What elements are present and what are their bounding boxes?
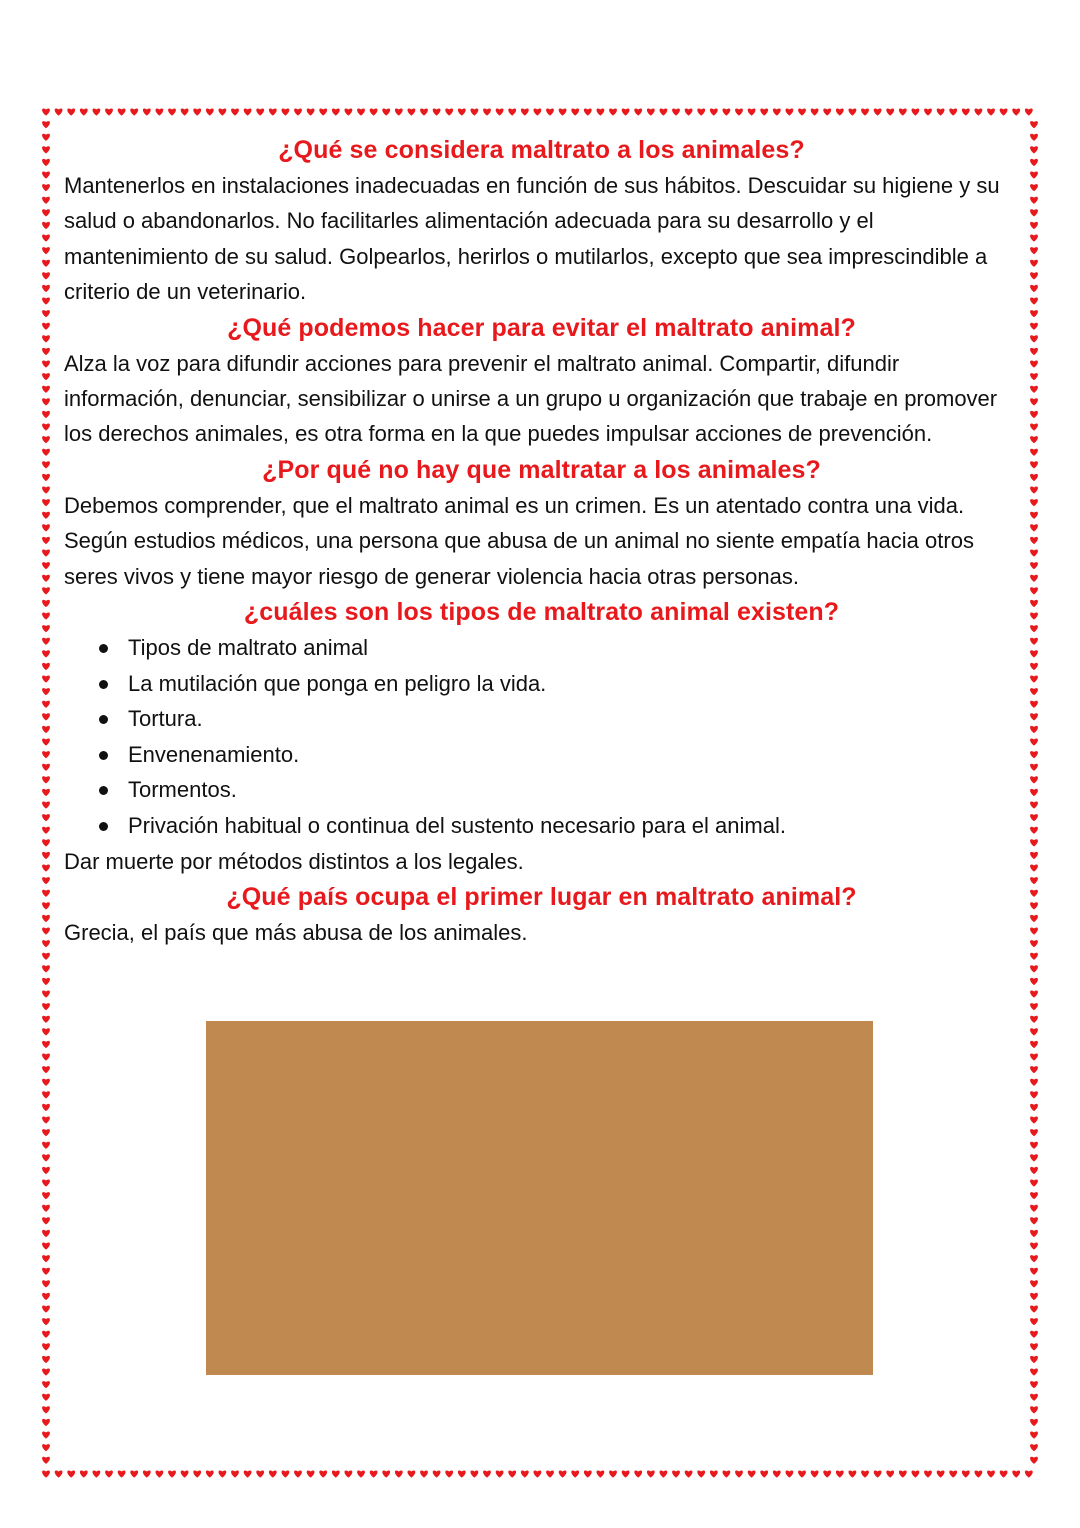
- dog-behind-fence-photo: [206, 1021, 873, 1375]
- document-content: [64, 132, 1019, 950]
- section-country: [64, 879, 1019, 950]
- list-item: Tortura.: [64, 701, 1019, 737]
- section-prevention: [64, 310, 1019, 452]
- list-item: Privación habitual o continua del sustento necesario para el animal.: [64, 808, 1019, 844]
- section-title: ¿Qué podemos hacer para evitar el maltrato animal?: [227, 313, 856, 342]
- list-item: Tormentos.: [64, 772, 1019, 808]
- section-title: ¿Qué se considera maltrato a los animales?: [278, 136, 805, 164]
- list-item: La mutilación que ponga en peligro la vida.: [64, 666, 1019, 702]
- section-types: [64, 594, 1019, 879]
- section-title: ¿Qué país ocupa el primer lugar en maltrato animal?: [226, 883, 857, 912]
- section-reasons: [64, 452, 1019, 594]
- section-paragraph: Grecia, el país que más abusa de los animales.: [64, 920, 528, 946]
- section-title: ¿Por qué no hay que maltratar a los animales?: [262, 455, 821, 484]
- section-definition: [64, 132, 1019, 310]
- section-paragraph: Dar muerte por métodos distintos a los legales.: [64, 848, 524, 874]
- types-list: [64, 630, 1019, 844]
- section-title: ¿cuáles son los tipos de maltrato animal existen?: [243, 598, 840, 627]
- section-paragraph: Debemos comprender, que el maltrato animal es un crimen. Es un atentado contra una vida. Según estudios médicos, una persona que abusa de un animal no siente empatía hacia otros seres vivos y tiene mayor riesgo de generar violencia hacia otras personas.: [64, 492, 974, 589]
- section-paragraph: Mantenerlos en instalaciones inadecuadas en función de sus hábitos. Descuidar su higiene y su salud o abandonarlos. No facilitarles alimentación adecuada para su desarrollo y el mantenimiento de su salud. Golpearlos, herirlos o mutilarlos, excepto que sea imprescindible a criterio de un veterinario.: [64, 173, 1000, 305]
- list-item: Tipos de maltrato animal: [64, 630, 1019, 666]
- section-paragraph: Alza la voz para difundir acciones para prevenir el maltrato animal. Compartir, difundir información, denunciar, sensibilizar o unirse a un grupo u organización que trabaje en promover los derechos animales, es otra forma en la que puedes impulsar acciones de prevención.: [64, 350, 998, 447]
- list-item: Envenenamiento.: [64, 737, 1019, 773]
